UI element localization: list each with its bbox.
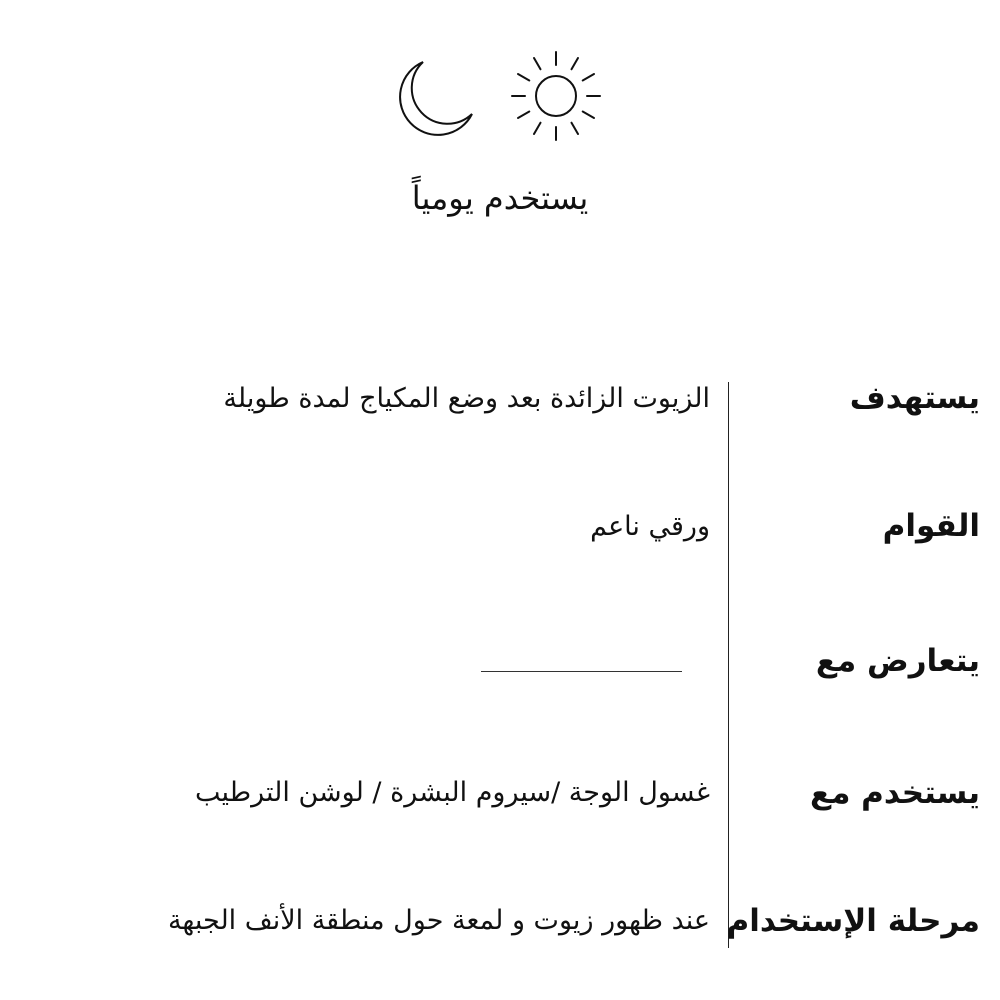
attribute-value-targets: الزيوت الزائدة بعد وضع المكياج لمدة طويلة	[223, 383, 710, 414]
attribute-label-conflicts-with: يتعارض مع	[815, 643, 980, 679]
attribute-value-usage-stage: عند ظهور زيوت و لمعة حول منطقة الأنف الجبهة	[167, 905, 710, 936]
vertical-divider	[728, 382, 729, 948]
attribute-value-used-with: غسول الوجة /سيروم البشرة / لوشن الترطيب	[194, 777, 710, 808]
attribute-value-empty-dash	[481, 671, 682, 672]
attribute-label-targets: يستهدف	[849, 380, 980, 416]
attribute-label-used-with: يستخدم مع	[810, 775, 980, 811]
moon-icon	[390, 56, 476, 142]
sun-icon	[508, 48, 604, 144]
attribute-label-usage-stage: مرحلة الإستخدام	[726, 903, 980, 939]
usage-icons	[0, 48, 1000, 148]
attribute-label-texture: القوام	[882, 508, 980, 544]
usage-frequency-text: يستخدم يومياً	[411, 179, 589, 217]
attribute-value-texture: ورقي ناعم	[590, 511, 710, 542]
